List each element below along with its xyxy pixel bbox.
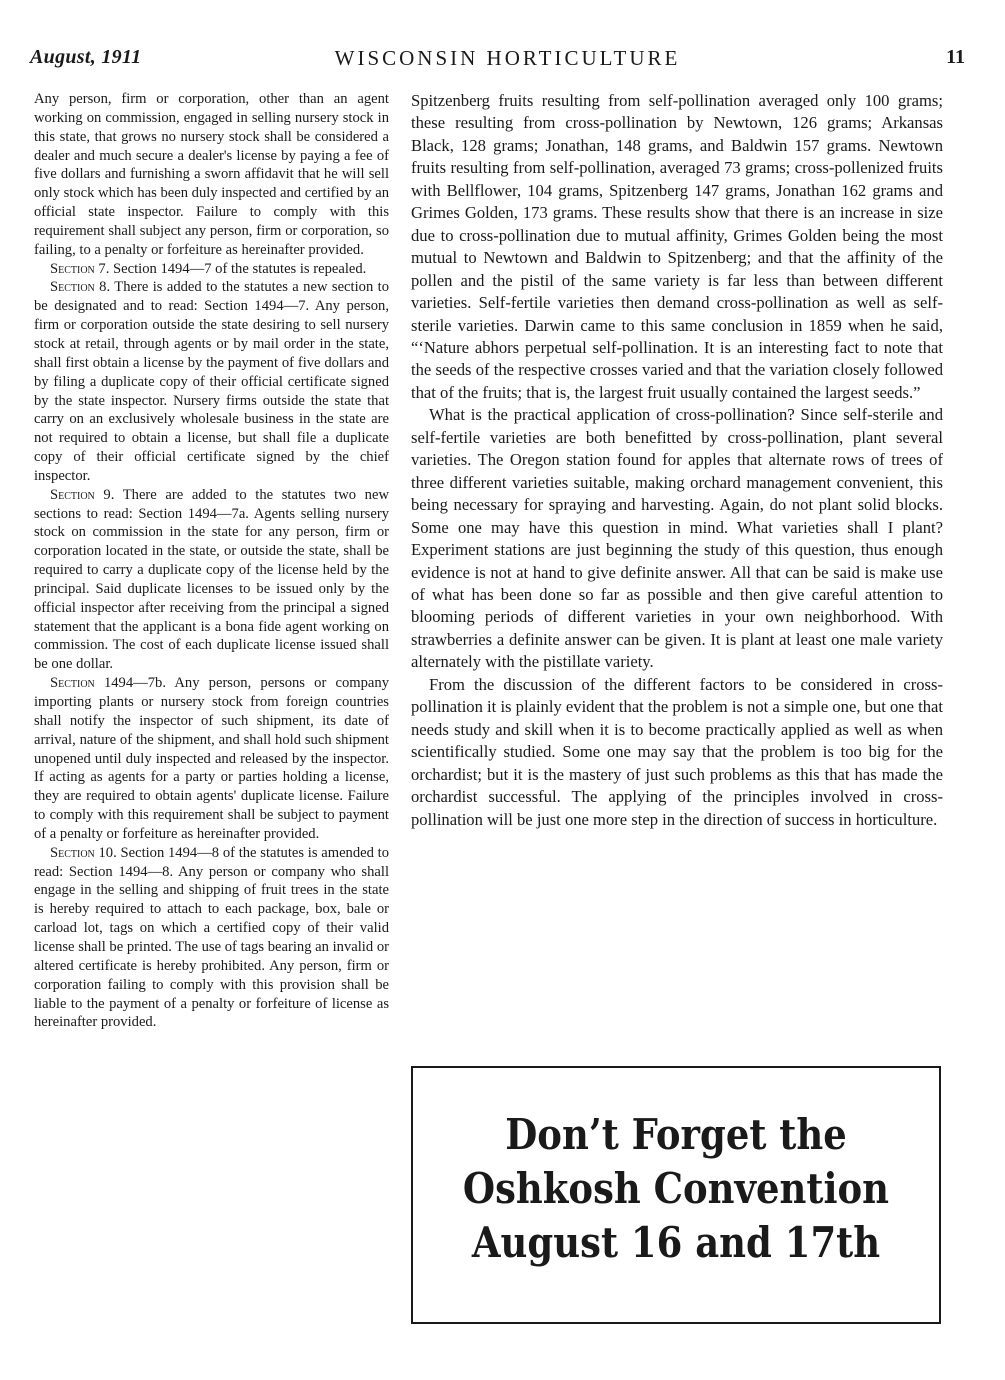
- right-column: [411, 90, 943, 831]
- section-7-label: Section 7.: [50, 260, 110, 277]
- section-9-paragraph: [34, 486, 389, 674]
- left-column: [34, 90, 389, 1032]
- advertisement-text: [445, 1108, 908, 1270]
- section-9-text: There are added to the statutes two new sections to read: Section 1494—7a. Agents selling nursery stock on commission in the state for any person, firm or corporation located in the state, or outside the state, shall be required to carry a duplicate copy of the license held by the principal. Said duplicate licenses to be issued only by the official inspector after receiving from the principal a signed statement that the applicant is a bona fide agent working on commission. The cost of each duplicate license issued shall be one dollar.: [34, 486, 389, 673]
- page-header: [30, 42, 965, 82]
- section-1494-7b-paragraph: [34, 674, 389, 844]
- section-10-label: Section 10.: [50, 844, 117, 861]
- section-1494-7b-text: 1494—7b. Any person, persons or company importing plants or nursery stock from foreign countries shall notify the inspector of such shipment, its date of arrival, nature of the shipment, and shall hold such shipment unopened until duly inspected and released by the inspector. If acting as agents for a party or parties holding a license, they are required to obtain agents' duplicate license. Failure to comply with this requirement shall be subject to payment of a penalty or forfeiture as hereinafter provided.: [34, 675, 389, 842]
- section-7-paragraph: [34, 260, 389, 279]
- ad-line-2: Oshkosh Convention: [462, 1164, 890, 1213]
- section-1494-7b-label: Section: [50, 675, 95, 692]
- section-10-text: Section 1494—8 of the statutes is amended to read: Section 1494—8. Any person or company who shall engage in the selling and shipping of fruit trees in the state is hereby required to attach to each package, box, bale or carload lot, tags on which a certified copy of their valid license shall be printed. The use of tags bearing an invalid or altered certificate is hereby prohibited. Any person, firm or corporation failing to comply with this provision shall be liable to the payment of a penalty or forfeiture of license as hereinafter provided.: [34, 844, 390, 1031]
- section-7-text: Section 1494—7 of the statutes is repealed.: [109, 260, 367, 277]
- ad-line-3: August 16 and 17th: [471, 1218, 881, 1267]
- section-8-label: Section 8.: [50, 279, 111, 296]
- practical-application-paragraph: What is the practical application of cross-pollination? Since self-sterile and self-fertile varieties are both benefitted by cross-pollination, plant several varieties. The Oregon station found for apples that alternate rows of trees of three different varieties suitable, making orchard management convenient, this being necessary for spraying and harvesting. Again, do not plant solid blocks. Some one may have this question in mind. What varieties shall I plant? Experiment stations are just beginning the study of this question, thus enough evidence is not at hand to give definite answer. All that can be said is make use of what has been done so far as possible and then give careful attention to blooming periods of different varieties in your own neighborhood. With strawberries a definite answer can be given. It is plant at least one male variety alternately with the pistillate variety.: [411, 405, 943, 672]
- dealer-license-paragraph: Any person, firm or corporation, other than an agent working on commission, engaged in selling nursery stock in this state, that grows no nursery stock shall be considered a dealer and much secure a dealer's license by paying a fee of five dollars and furnishing a sworn affidavit that he will sell only stock which has been duly inspected and certified by an official state inspector. Failure to comply with this requirement shall subject any person, firm or corporation, so failing, to a penalty or forfeiture as hereinafter provided.: [34, 91, 390, 258]
- section-8-text: There is added to the statutes a new section to be designated and to read: Section 1494—7. Any person, firm or corporation outside the state desiring to sell nursery stock at retail, through agents or by mail order in the state, shall first obtain a license by the payment of five dollars and by filing a duplicate copy of their official certificate signed by the state inspector. Nursery firms outside the state that carry on an exclusively wholesale business in the state are not required to obtain a license, but shall file a duplicate copy of their official certificate signed by the chief inspector.: [34, 279, 389, 484]
- conclusion-paragraph: From the discussion of the different factors to be considered in cross-pollination it is plainly evident that the problem is not a simple one, but one that needs study and skill when it is to become practically applied as well as when scientifically studied. Some one may say that the problem is too big for the orchardist; but it is the mastery of just such problems as this that has made the orchardist successful. The applying of the principles involved in cross-pollination will be just one more step in the direction of success in horticulture.: [411, 674, 943, 829]
- issue-date: August, 1911: [30, 46, 142, 68]
- publication-title: WISCONSIN HORTICULTURE: [334, 46, 681, 70]
- section-8-paragraph: [34, 278, 389, 485]
- section-9-label: Section 9.: [50, 486, 115, 503]
- convention-advertisement: [411, 1066, 941, 1324]
- page-number: 11: [946, 46, 965, 68]
- section-10-paragraph: [34, 844, 389, 1032]
- ad-line-1: Don’t Forget the: [505, 1110, 847, 1159]
- pollination-results-paragraph: Spitzenberg fruits resulting from self-pollination averaged only 100 grams; these resulting from cross-pollination by Newtown, 126 grams; Arkansas Black, 128 grams; Jonathan, 148 grams, and Baldwin 157 grams. Newtown fruits resulting from self-pollination, averaged 73 grams; cross-pollenized fruits with Bellflower, 104 grams, Spitzenberg 147 grams, Jonathan 162 grams and Grimes Golden, 173 grams. These results show that there is an increase in size due to cross-pollination due to mutual affinity, Grimes Golden being the most mutual to Newtown and Baldwin to Spitzenberg; and that the affinity of the pollen and the pistil of the same variety is far less than between different varieties. Self-fertile varieties then demand cross-pollination as well as self-sterile varieties. Darwin came to this same conclusion in 1859 when he said, “‘Nature abhors perpetual self-pollination. It is an interesting fact to note that the seeds of the respective crosses varied and that the variation closely followed that of the fruits; that is, the largest fruit usually contained the largest seeds.”: [411, 91, 943, 402]
